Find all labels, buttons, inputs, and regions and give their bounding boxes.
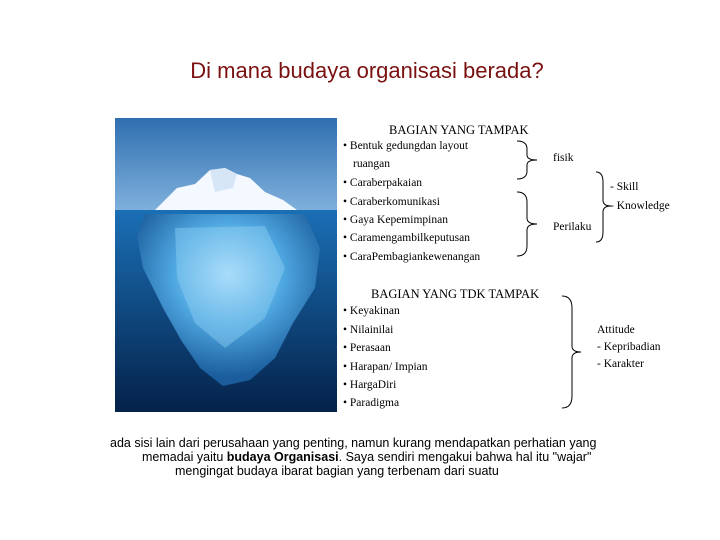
caption-text: . Saya sendiri mengakui bahwa hal itu "wajar" xyxy=(338,450,592,464)
visible-item: • CaraPembagiankewenangan xyxy=(343,251,481,263)
fisik-brace xyxy=(515,139,545,181)
label-knowledge: - Knowledge xyxy=(610,200,670,212)
label-perilaku: Perilaku xyxy=(553,221,592,233)
label-skill: - Skill xyxy=(610,181,639,193)
visible-item: • Gaya Kepemimpinan xyxy=(343,214,448,226)
visible-item: ruangan xyxy=(353,158,391,170)
hidden-item: • Keyakinan xyxy=(343,305,400,317)
visible-item: • Caramengambilkeputusan xyxy=(343,232,470,244)
iceberg-image xyxy=(115,118,337,412)
caption-line xyxy=(105,450,665,464)
caption-text: memadai yaitu xyxy=(142,450,227,464)
hidden-item: • Nilainilai xyxy=(343,324,394,336)
hidden-item: • HargaDiri xyxy=(343,379,397,391)
hidden-item: • Perasaan xyxy=(343,342,391,354)
label-attitude: Attitude xyxy=(597,324,635,336)
visible-item: • Caraberkomunikasi xyxy=(343,196,440,208)
hidden-item: • Paradigma xyxy=(343,397,400,409)
visible-item: • Bentuk gedungdan layout xyxy=(343,140,469,152)
label-karakter: - Karakter xyxy=(597,358,644,370)
caption-line: ada sisi lain dari perusahaan yang penting, namun kurang mendapatkan perhatian yang xyxy=(110,436,597,450)
perilaku-brace xyxy=(515,190,545,258)
visible-heading: BAGIAN YANG TAMPAK xyxy=(389,123,529,137)
hidden-item: • Harapan/ Impian xyxy=(343,361,428,373)
caption xyxy=(105,436,665,478)
visible-item: • Caraberpakaian xyxy=(343,177,423,189)
caption-emphasis: budaya Organisasi xyxy=(226,450,339,464)
hidden-heading: BAGIAN YANG TDK TAMPAK xyxy=(371,287,540,301)
label-fisik: fisik xyxy=(553,152,574,164)
caption-line: mengingat budaya ibarat bagian yang terbenam dari suatu xyxy=(175,464,499,478)
label-kepribadian: - Kepribadian xyxy=(597,341,661,353)
page-title: Di mana budaya organisasi berada? xyxy=(190,58,544,83)
hidden-brace xyxy=(560,294,584,410)
